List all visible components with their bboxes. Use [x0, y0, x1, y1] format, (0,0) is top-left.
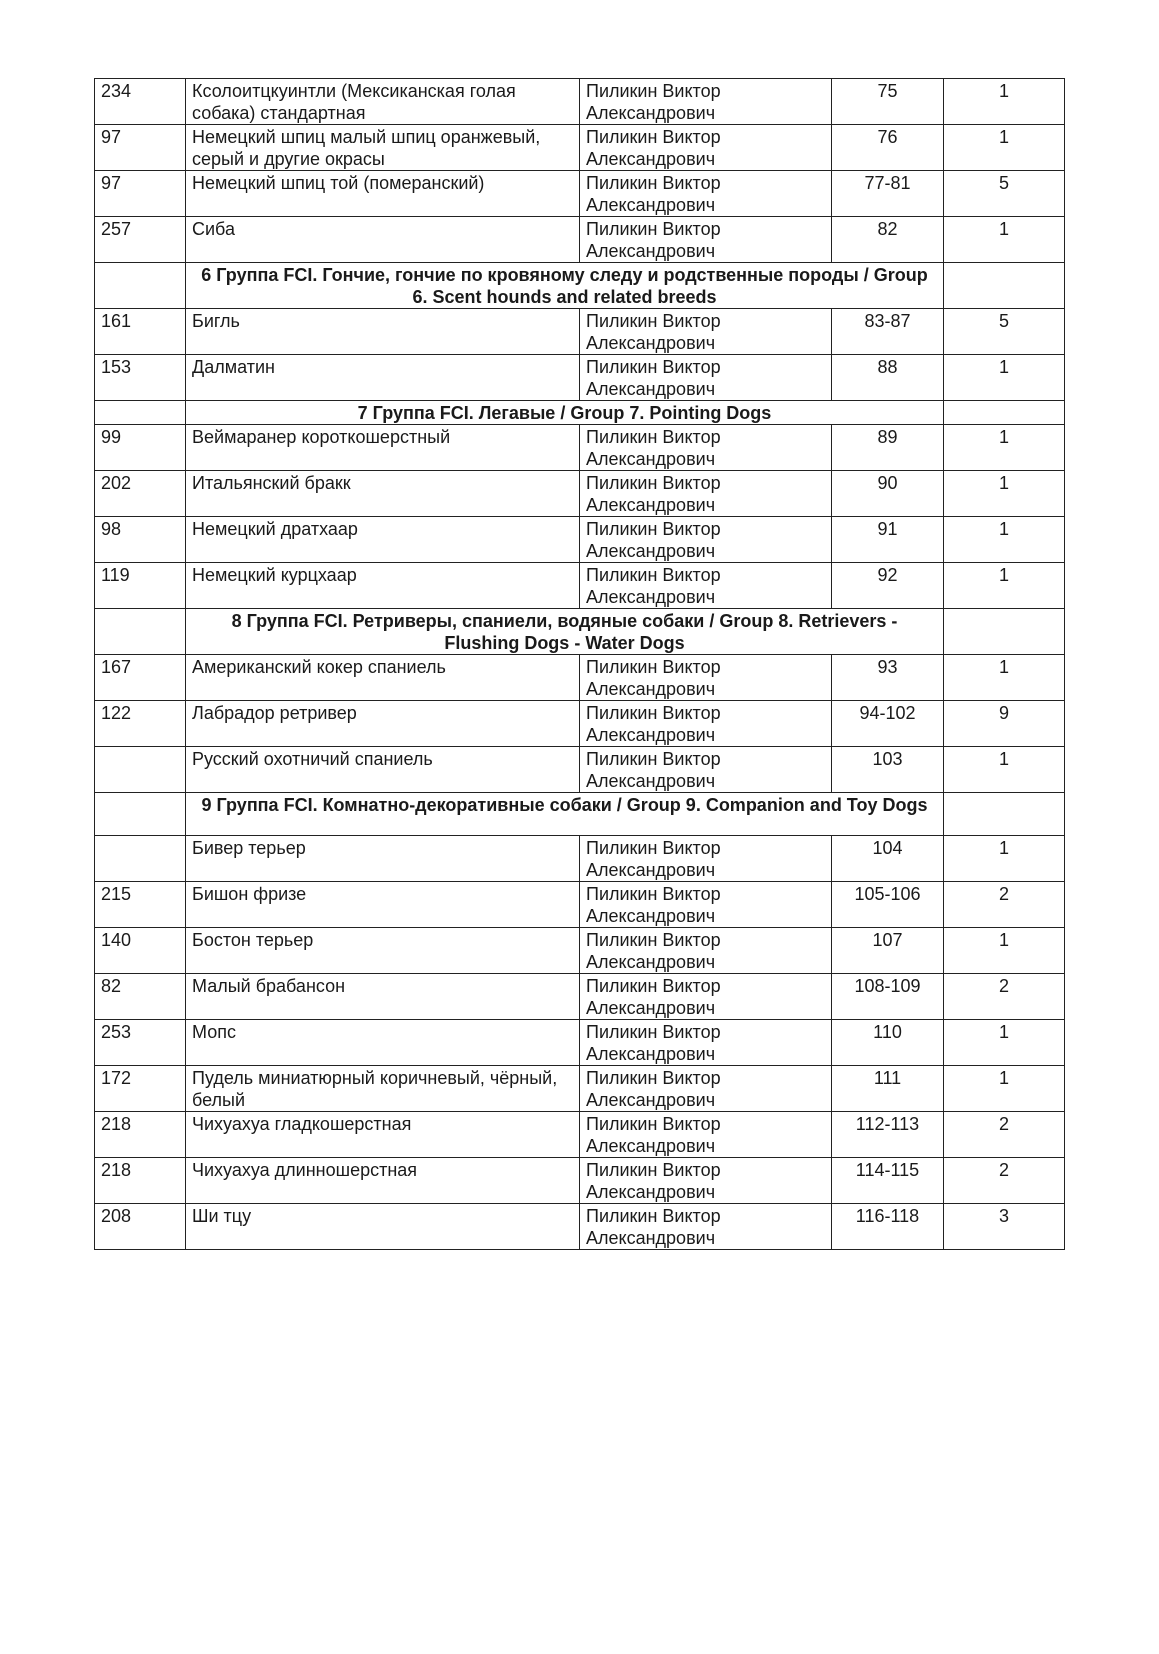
- judge-name-cell: Пиликин Виктор Александрович: [580, 171, 832, 217]
- entry-count-cell: 3: [944, 1204, 1065, 1250]
- breed-code-cell: 234: [95, 79, 186, 125]
- entry-count-cell: 1: [944, 1020, 1065, 1066]
- judge-name-cell: Пиликин Виктор Александрович: [580, 1158, 832, 1204]
- judge-name-cell: Пиликин Виктор Александрович: [580, 1020, 832, 1066]
- group-empty-cell: [95, 609, 186, 655]
- breed-code-cell: 97: [95, 125, 186, 171]
- group-empty-cell: [944, 401, 1065, 425]
- catalog-numbers-cell: 116-118: [832, 1204, 944, 1250]
- catalog-numbers-cell: 91: [832, 517, 944, 563]
- catalog-numbers-cell: 107: [832, 928, 944, 974]
- table-row: [95, 1158, 1065, 1204]
- entry-count-cell: 2: [944, 1112, 1065, 1158]
- catalog-numbers-cell: 88: [832, 355, 944, 401]
- breed-name-cell: Чихуахуа длинношерстная: [186, 1158, 580, 1204]
- breed-code-cell: 253: [95, 1020, 186, 1066]
- group-empty-cell: [95, 793, 186, 836]
- group-title: 7 Группа FCI. Легавые / Group 7. Pointing Dogs: [186, 401, 944, 425]
- group-title: 8 Группа FCI. Ретриверы, спаниели, водяные собаки / Group 8. Retrievers - Flushing Dogs - Water Dogs: [186, 609, 944, 655]
- table-row: [95, 217, 1065, 263]
- entry-count-cell: 1: [944, 217, 1065, 263]
- breed-code-cell: 97: [95, 171, 186, 217]
- entry-count-cell: 2: [944, 1158, 1065, 1204]
- breed-name-cell: Далматин: [186, 355, 580, 401]
- breed-code-cell: 167: [95, 655, 186, 701]
- breed-name-cell: Чихуахуа гладкошерстная: [186, 1112, 580, 1158]
- breed-name-cell: Бивер терьер: [186, 836, 580, 882]
- judge-name-cell: Пиликин Виктор Александрович: [580, 655, 832, 701]
- entry-count-cell: 2: [944, 882, 1065, 928]
- catalog-numbers-cell: 111: [832, 1066, 944, 1112]
- entry-count-cell: 1: [944, 425, 1065, 471]
- catalog-numbers-cell: 112-113: [832, 1112, 944, 1158]
- judge-name-cell: Пиликин Виктор Александрович: [580, 836, 832, 882]
- breed-name-cell: Немецкий курцхаар: [186, 563, 580, 609]
- breed-name-cell: Сиба: [186, 217, 580, 263]
- breed-code-cell: 215: [95, 882, 186, 928]
- entry-count-cell: 9: [944, 701, 1065, 747]
- group-empty-cell: [944, 793, 1065, 836]
- table-row: [95, 309, 1065, 355]
- group-header-row: [95, 793, 1065, 836]
- table-row: [95, 655, 1065, 701]
- group-header-row: [95, 263, 1065, 309]
- group-empty-cell: [944, 263, 1065, 309]
- group-title: 9 Группа FCI. Комнатно-декоративные собаки / Group 9. Companion and Toy Dogs: [186, 793, 944, 836]
- judge-name-cell: Пиликин Виктор Александрович: [580, 747, 832, 793]
- breed-name-cell: Ксолоитцкуинтли (Мексиканская голая собака) стандартная: [186, 79, 580, 125]
- group-header-row: [95, 609, 1065, 655]
- entry-count-cell: 1: [944, 836, 1065, 882]
- breed-name-cell: Лабрадор ретривер: [186, 701, 580, 747]
- breed-code-cell: [95, 836, 186, 882]
- breed-code-cell: 153: [95, 355, 186, 401]
- entry-count-cell: 1: [944, 928, 1065, 974]
- breed-name-cell: Немецкий шпиц той (померанский): [186, 171, 580, 217]
- breed-name-cell: Русский охотничий спаниель: [186, 747, 580, 793]
- breed-code-cell: 140: [95, 928, 186, 974]
- judge-name-cell: Пиликин Виктор Александрович: [580, 79, 832, 125]
- breed-name-cell: Малый брабансон: [186, 974, 580, 1020]
- group-header-row: [95, 401, 1065, 425]
- breed-code-cell: 257: [95, 217, 186, 263]
- entry-count-cell: 1: [944, 517, 1065, 563]
- catalog-numbers-cell: 105-106: [832, 882, 944, 928]
- judge-name-cell: Пиликин Виктор Александрович: [580, 1204, 832, 1250]
- table-row: [95, 836, 1065, 882]
- table-row: [95, 1112, 1065, 1158]
- group-empty-cell: [95, 401, 186, 425]
- entry-count-cell: 5: [944, 171, 1065, 217]
- judge-name-cell: Пиликин Виктор Александрович: [580, 309, 832, 355]
- group-empty-cell: [944, 609, 1065, 655]
- entry-count-cell: 1: [944, 1066, 1065, 1112]
- catalog-numbers-cell: 103: [832, 747, 944, 793]
- breed-name-cell: Бигль: [186, 309, 580, 355]
- judge-name-cell: Пиликин Виктор Александрович: [580, 425, 832, 471]
- catalog-numbers-cell: 93: [832, 655, 944, 701]
- judge-name-cell: Пиликин Виктор Александрович: [580, 517, 832, 563]
- judge-name-cell: Пиликин Виктор Александрович: [580, 974, 832, 1020]
- table-row: [95, 563, 1065, 609]
- catalog-numbers-cell: 110: [832, 1020, 944, 1066]
- catalog-numbers-cell: 75: [832, 79, 944, 125]
- table-body: [95, 79, 1065, 1250]
- breed-name-cell: Немецкий шпиц малый шпиц оранжевый, серый и другие окрасы: [186, 125, 580, 171]
- breed-code-cell: 218: [95, 1112, 186, 1158]
- judge-name-cell: Пиликин Виктор Александрович: [580, 563, 832, 609]
- table-row: [95, 79, 1065, 125]
- breed-code-cell: 82: [95, 974, 186, 1020]
- catalog-numbers-cell: 108-109: [832, 974, 944, 1020]
- table-row: [95, 701, 1065, 747]
- breed-schedule-table: [94, 78, 1065, 1250]
- catalog-numbers-cell: 90: [832, 471, 944, 517]
- catalog-numbers-cell: 114-115: [832, 1158, 944, 1204]
- breed-name-cell: Немецкий дратхаар: [186, 517, 580, 563]
- judge-name-cell: Пиликин Виктор Александрович: [580, 217, 832, 263]
- table-row: [95, 1204, 1065, 1250]
- table-row: [95, 747, 1065, 793]
- entry-count-cell: 1: [944, 125, 1065, 171]
- catalog-numbers-cell: 76: [832, 125, 944, 171]
- breed-code-cell: 202: [95, 471, 186, 517]
- table-row: [95, 1066, 1065, 1112]
- catalog-numbers-cell: 89: [832, 425, 944, 471]
- entry-count-cell: 1: [944, 355, 1065, 401]
- breed-code-cell: 122: [95, 701, 186, 747]
- table-row: [95, 125, 1065, 171]
- table-row: [95, 974, 1065, 1020]
- judge-name-cell: Пиликин Виктор Александрович: [580, 355, 832, 401]
- breed-code-cell: 161: [95, 309, 186, 355]
- breed-code-cell: 98: [95, 517, 186, 563]
- breed-name-cell: Веймаранер короткошерстный: [186, 425, 580, 471]
- judge-name-cell: Пиликин Виктор Александрович: [580, 471, 832, 517]
- table-row: [95, 425, 1065, 471]
- catalog-numbers-cell: 94-102: [832, 701, 944, 747]
- table-row: [95, 882, 1065, 928]
- breed-code-cell: 99: [95, 425, 186, 471]
- catalog-numbers-cell: 92: [832, 563, 944, 609]
- breed-name-cell: Бостон терьер: [186, 928, 580, 974]
- breed-code-cell: 172: [95, 1066, 186, 1112]
- entry-count-cell: 1: [944, 655, 1065, 701]
- group-title: 6 Группа FCI. Гончие, гончие по кровяному следу и родственные породы / Group 6. Scent hounds and related breeds: [186, 263, 944, 309]
- entry-count-cell: 1: [944, 747, 1065, 793]
- table-row: [95, 1020, 1065, 1066]
- breed-name-cell: Ши тцу: [186, 1204, 580, 1250]
- breed-name-cell: Бишон фризе: [186, 882, 580, 928]
- judge-name-cell: Пиликин Виктор Александрович: [580, 882, 832, 928]
- entry-count-cell: 1: [944, 563, 1065, 609]
- breed-name-cell: Пудель миниатюрный коричневый, чёрный, белый: [186, 1066, 580, 1112]
- breed-code-cell: 208: [95, 1204, 186, 1250]
- table-row: [95, 517, 1065, 563]
- entry-count-cell: 1: [944, 471, 1065, 517]
- table-row: [95, 471, 1065, 517]
- judge-name-cell: Пиликин Виктор Александрович: [580, 125, 832, 171]
- judge-name-cell: Пиликин Виктор Александрович: [580, 1112, 832, 1158]
- entry-count-cell: 1: [944, 79, 1065, 125]
- entry-count-cell: 2: [944, 974, 1065, 1020]
- catalog-numbers-cell: 83-87: [832, 309, 944, 355]
- breed-code-cell: [95, 747, 186, 793]
- judge-name-cell: Пиликин Виктор Александрович: [580, 701, 832, 747]
- breed-name-cell: Мопс: [186, 1020, 580, 1066]
- judge-name-cell: Пиликин Виктор Александрович: [580, 1066, 832, 1112]
- table-row: [95, 355, 1065, 401]
- entry-count-cell: 5: [944, 309, 1065, 355]
- table-row: [95, 928, 1065, 974]
- breed-name-cell: Американский кокер спаниель: [186, 655, 580, 701]
- breed-code-cell: 119: [95, 563, 186, 609]
- breed-name-cell: Итальянский бракк: [186, 471, 580, 517]
- judge-name-cell: Пиликин Виктор Александрович: [580, 928, 832, 974]
- group-empty-cell: [95, 263, 186, 309]
- breed-code-cell: 218: [95, 1158, 186, 1204]
- catalog-numbers-cell: 77-81: [832, 171, 944, 217]
- catalog-numbers-cell: 82: [832, 217, 944, 263]
- catalog-numbers-cell: 104: [832, 836, 944, 882]
- table-row: [95, 171, 1065, 217]
